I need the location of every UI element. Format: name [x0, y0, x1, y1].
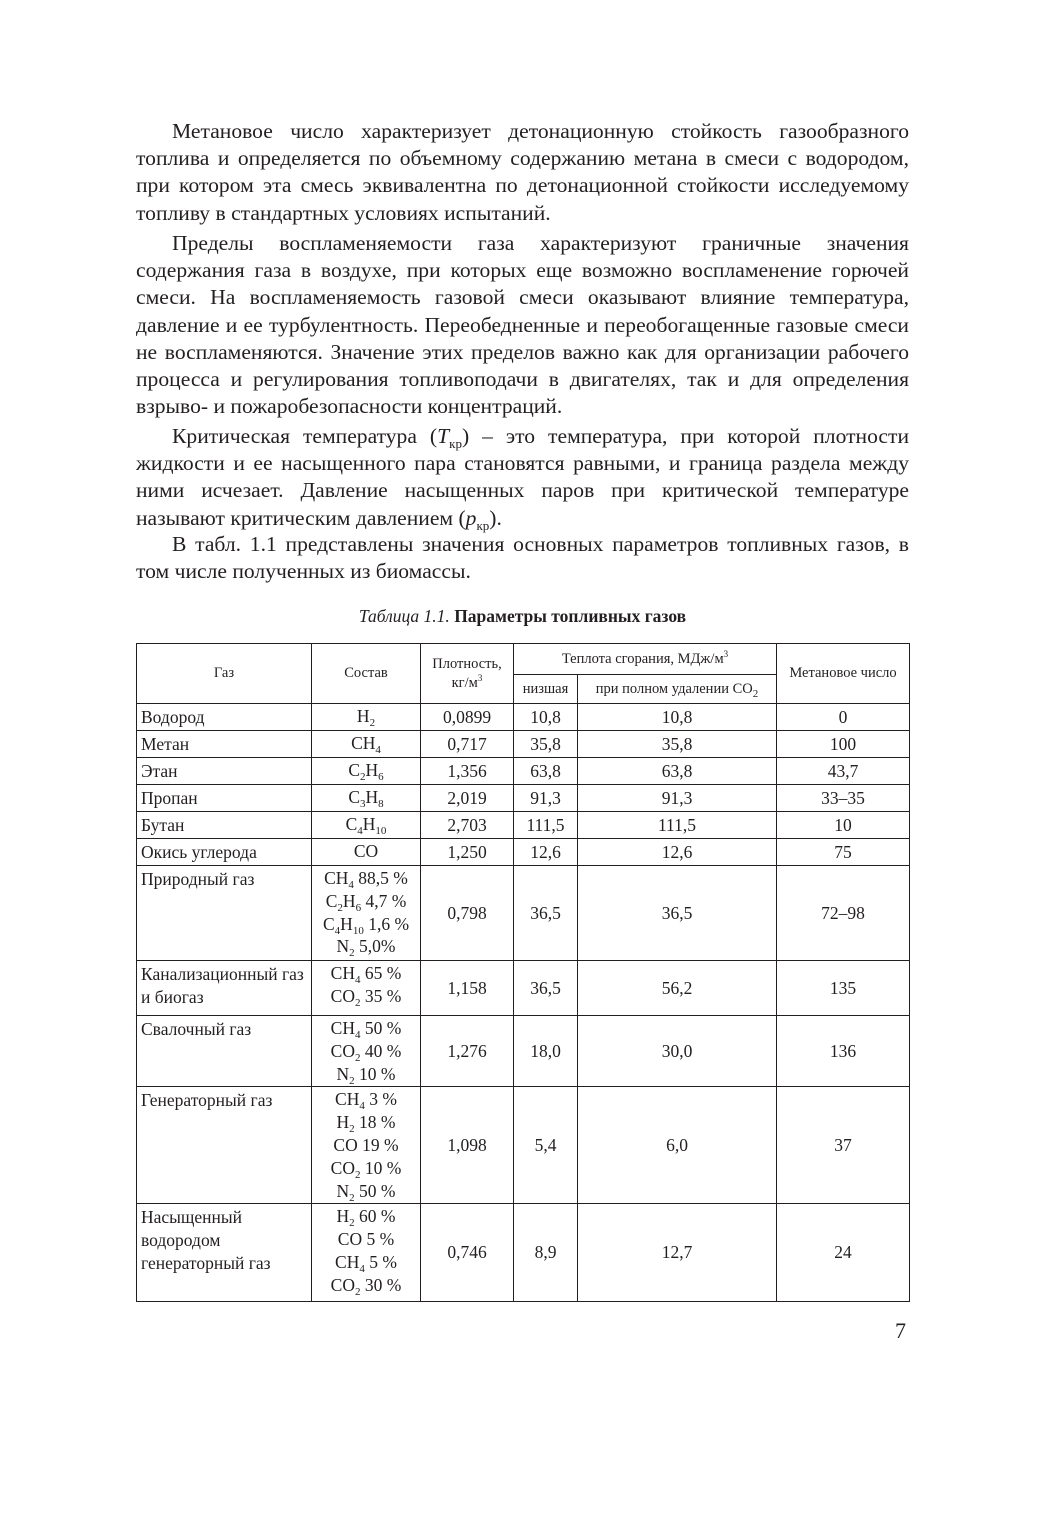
subscript: 4: [354, 1029, 361, 1041]
formula-text: H: [336, 1206, 350, 1227]
table-row: [137, 1204, 910, 1302]
formula-text: 10 %: [354, 1063, 396, 1084]
cell-density: 0,0899: [421, 704, 514, 731]
formula-text: CH: [324, 868, 349, 888]
composition-line: [316, 732, 416, 755]
formula-text: 5 %: [362, 1229, 395, 1250]
formula-text: 19 %: [357, 1134, 399, 1155]
formula-text: CH: [335, 1251, 360, 1272]
cell-heat-lower: 12,6: [514, 839, 578, 866]
formula-text: 30 %: [360, 1274, 402, 1295]
formula-text: H: [356, 706, 370, 726]
table-row: [137, 785, 910, 812]
formula-text: 35 %: [360, 985, 402, 1006]
formula-text: 88,5 %: [353, 868, 408, 888]
formula-text: 65 %: [360, 963, 402, 983]
composition-line: [316, 1088, 416, 1111]
formula-text: H: [362, 814, 376, 834]
cell-heat-full: 91,3: [578, 785, 777, 812]
cell-gas: Генераторный газ: [137, 1087, 312, 1204]
paragraph-table-reference: [136, 531, 909, 585]
cell-heat-lower: 18,0: [514, 1016, 578, 1087]
formula-text: 5,0%: [354, 936, 396, 957]
subscript: 2: [369, 717, 376, 729]
formula-text: N: [336, 1180, 350, 1201]
subscript: 2: [349, 1217, 355, 1230]
cell-heat-lower: 5,4: [514, 1087, 578, 1204]
header-composition: Состав: [312, 644, 421, 704]
formula-text: C: [348, 787, 361, 807]
formula-text: H: [365, 760, 379, 780]
cell-heat-lower: 35,8: [514, 731, 578, 758]
cell-heat-lower: 8,9: [514, 1204, 578, 1302]
subscript: 10: [352, 924, 364, 937]
cell-heat-full: 6,0: [578, 1087, 777, 1204]
cell-methane-number: 75: [777, 839, 910, 866]
cell-heat-full: 12,6: [578, 839, 777, 866]
header-density-label: Плотность,: [432, 655, 502, 672]
table-body: [137, 704, 910, 1302]
cell-composition: [312, 1016, 421, 1087]
table-row: [137, 1087, 910, 1204]
formula-text: 3 %: [364, 1089, 397, 1110]
cell-density: 0,717: [421, 731, 514, 758]
cell-composition: [312, 758, 421, 785]
superscript: 3: [477, 672, 483, 683]
subscript: 2: [349, 1074, 355, 1087]
composition-line: [316, 1157, 416, 1180]
subscript: 2: [354, 1168, 361, 1181]
cell-heat-lower: 36,5: [514, 866, 578, 961]
table-row: [137, 1016, 910, 1087]
header-density-unit: кг/м: [451, 674, 478, 691]
cell-heat-lower: 10,8: [514, 704, 578, 731]
subscript: 2: [354, 1285, 361, 1298]
composition-line: [316, 705, 416, 728]
fuel-gas-parameters-table: [136, 643, 910, 1302]
cell-heat-lower: 111,5: [514, 812, 578, 839]
header-heat-of-combustion: [514, 644, 777, 675]
cell-gas: Бутан: [137, 812, 312, 839]
subscript: 2: [354, 1051, 361, 1064]
subscript: 4: [359, 1262, 365, 1275]
header-density: [421, 644, 514, 704]
subscript: 2: [349, 947, 355, 960]
composition-line: [316, 890, 416, 913]
header-heat-lower: низшая: [514, 675, 578, 704]
subscript: 6: [378, 771, 384, 783]
cell-heat-lower: 63,8: [514, 758, 578, 785]
composition-line: [316, 840, 416, 863]
composition-line: [316, 1063, 416, 1086]
formula-text: CH: [335, 1089, 360, 1110]
composition-line: [316, 1111, 416, 1134]
cell-composition: [312, 866, 421, 961]
cell-methane-number: 72–98: [777, 866, 910, 961]
cell-density: 1,276: [421, 1016, 514, 1087]
formula-text: N: [336, 936, 350, 957]
cell-composition: [312, 731, 421, 758]
subscript: 4: [357, 825, 363, 837]
cell-heat-full: 35,8: [578, 731, 777, 758]
formula-text: CH: [330, 963, 355, 983]
formula-text: CO: [330, 1040, 355, 1061]
cell-methane-number: 0: [777, 704, 910, 731]
paragraph-text: Критическая температура (: [172, 424, 438, 448]
table-row: [137, 731, 910, 758]
formula-text: CO: [353, 841, 379, 861]
header-methane-number: Метановое число: [777, 644, 910, 704]
cell-heat-full: 56,2: [578, 961, 777, 1016]
cell-heat-full: 30,0: [578, 1016, 777, 1087]
formula-text: 1,6 %: [363, 913, 410, 934]
cell-composition: [312, 1087, 421, 1204]
table-row: [137, 758, 910, 785]
formula-text: H: [365, 787, 379, 807]
table-row: [137, 812, 910, 839]
subscript: 2: [349, 1123, 355, 1136]
composition-line: [316, 1017, 416, 1040]
cell-methane-number: 37: [777, 1087, 910, 1204]
cell-methane-number: 100: [777, 731, 910, 758]
subscript: 4: [354, 974, 361, 986]
subscript: 2: [354, 996, 361, 1009]
cell-density: 2,703: [421, 812, 514, 839]
formula-text: CO: [330, 1157, 355, 1178]
paragraph-text: Пределы воспламеняемости газа характеризуют граничные значения содержания газа в воздухе, при которых еще возможно воспламенение горючей смеси. На воспламеняемость газовой смеси оказывают влияние температура, давление и ее турбулентность. Переобедненные и переобогащенные газовые смеси не воспламеняются. Значение этих пределов важно как для организации рабочего процесса и регулирования топливоподачи в двигателях, так и для определения взрыво- и пожаробезопасности концентраций.: [136, 231, 909, 419]
subscript: 8: [378, 798, 384, 810]
symbol-subscript: кр: [449, 436, 462, 451]
formula-text: C: [325, 890, 338, 911]
composition-line: [316, 867, 416, 890]
subscript: 6: [355, 901, 362, 914]
composition-line: [316, 1251, 416, 1274]
header-heat-full-label: при полном удалении CO: [595, 680, 753, 697]
cell-density: 0,798: [421, 866, 514, 961]
superscript: 3: [723, 648, 729, 659]
subscript: 4: [334, 924, 341, 937]
composition-line: [316, 913, 416, 936]
cell-composition: [312, 785, 421, 812]
formula-text: CO: [337, 1229, 363, 1250]
cell-density: 1,250: [421, 839, 514, 866]
formula-text: 5 %: [364, 1251, 397, 1272]
table-row: [137, 704, 910, 731]
subscript: 2: [360, 771, 366, 783]
cell-composition: [312, 704, 421, 731]
subscript: 4: [375, 744, 381, 756]
formula-text: C: [322, 913, 335, 934]
cell-heat-full: 111,5: [578, 812, 777, 839]
formula-text: H: [340, 913, 353, 934]
formula-text: 10 %: [360, 1157, 402, 1178]
cell-composition: [312, 961, 421, 1016]
formula-text: CH: [351, 733, 376, 753]
cell-gas: Этан: [137, 758, 312, 785]
composition-line: [316, 813, 416, 836]
formula-text: 40 %: [360, 1040, 402, 1061]
symbol-T: T: [437, 424, 450, 448]
subscript: 2: [349, 1191, 355, 1204]
formula-text: CO: [330, 1274, 355, 1295]
cell-density: 0,746: [421, 1204, 514, 1302]
cell-density: 2,019: [421, 785, 514, 812]
composition-line: [316, 1205, 416, 1228]
page-number: 7: [895, 1318, 906, 1343]
cell-heat-full: 10,8: [578, 704, 777, 731]
cell-gas: Пропан: [137, 785, 312, 812]
table-caption-title: Параметры топливных газов: [454, 606, 687, 626]
composition-line: [316, 759, 416, 782]
header-heat-full-co2-removal: [578, 675, 777, 704]
formula-text: H: [336, 1112, 350, 1133]
table-row: [137, 839, 910, 866]
subscript: 2: [337, 901, 343, 914]
cell-gas: Свалочный газ: [137, 1016, 312, 1087]
cell-composition: [312, 1204, 421, 1302]
paragraph-critical-temperature: [136, 423, 909, 532]
cell-density: 1,098: [421, 1087, 514, 1204]
cell-methane-number: 33–35: [777, 785, 910, 812]
cell-heat-full: 63,8: [578, 758, 777, 785]
cell-gas: Водород: [137, 704, 312, 731]
cell-density: 1,356: [421, 758, 514, 785]
formula-text: C: [348, 760, 361, 780]
composition-line: [316, 786, 416, 809]
symbol-p: p: [465, 505, 477, 530]
header-gas: Газ: [137, 644, 312, 704]
cell-heat-full: 12,7: [578, 1204, 777, 1302]
formula-text: 50 %: [354, 1180, 396, 1201]
formula-text: 60 %: [354, 1206, 396, 1227]
composition-line: [316, 1040, 416, 1063]
cell-heat-lower: 36,5: [514, 961, 578, 1016]
subscript: 4: [348, 879, 354, 891]
cell-composition: [312, 839, 421, 866]
subscript: 2: [752, 687, 759, 700]
cell-heat-lower: 91,3: [514, 785, 578, 812]
table-caption-label: Таблица 1.1.: [358, 606, 450, 626]
cell-gas: Природный газ: [137, 866, 312, 961]
cell-methane-number: 135: [777, 961, 910, 1016]
composition-line: [316, 1134, 416, 1157]
paragraph-text: ) – это температура, при которой плотности жидкости и ее насыщенного пара становятся равными, и граница раздела между ними исчезает. Давление насыщенных паров при критической температуре называют критическим давлением (: [136, 424, 909, 530]
formula-text: 4,7 %: [361, 890, 407, 911]
table-caption: [136, 604, 909, 628]
paragraph-text: ).: [489, 505, 502, 530]
formula-text: CO: [333, 1134, 358, 1155]
subscript: 10: [375, 825, 387, 837]
formula-text: CO: [330, 985, 355, 1006]
paragraph-flammability-limits: [136, 230, 909, 420]
subscript: 4: [359, 1100, 365, 1113]
cell-methane-number: 24: [777, 1204, 910, 1302]
formula-text: C: [345, 814, 358, 834]
formula-text: 50 %: [360, 1018, 402, 1038]
formula-text: CH: [330, 1018, 355, 1038]
paragraph-methane-number: [136, 118, 909, 227]
cell-methane-number: 10: [777, 812, 910, 839]
formula-text: H: [342, 890, 356, 911]
header-heat-label: Теплота сгорания, МДж/м: [561, 650, 724, 667]
cell-gas: Канализационный газ и биогаз: [137, 961, 312, 1016]
cell-methane-number: 136: [777, 1016, 910, 1087]
composition-line: [316, 935, 416, 958]
cell-gas: Насыщенный водородом генераторный газ: [137, 1204, 312, 1302]
symbol-subscript: кр: [476, 517, 490, 533]
table-row: [137, 961, 910, 1016]
cell-gas: Метан: [137, 731, 312, 758]
formula-text: N: [336, 1063, 350, 1084]
subscript: 3: [360, 798, 366, 810]
composition-line: [316, 1228, 416, 1251]
cell-gas: Окись углерода: [137, 839, 312, 866]
cell-density: 1,158: [421, 961, 514, 1016]
composition-line: [316, 1180, 416, 1203]
cell-heat-full: 36,5: [578, 866, 777, 961]
formula-text: 18 %: [354, 1112, 396, 1133]
composition-line: [316, 1274, 416, 1297]
table-row: [137, 866, 910, 961]
cell-methane-number: 43,7: [777, 758, 910, 785]
composition-line: [316, 985, 416, 1008]
paragraph-text: В табл. 1.1 представлены значения основных параметров топливных газов, в том числе полученных из биомассы.: [136, 532, 909, 584]
composition-line: [316, 962, 416, 985]
paragraph-text: Метановое число характеризует детонационную стойкость газообразного топлива и определяется по объемному содержанию метана в смеси с водородом, при котором эта смесь эквивалентна по детонационной стойкости исследуемому топливу в стандартных условиях испытаний.: [136, 119, 909, 225]
cell-composition: [312, 812, 421, 839]
